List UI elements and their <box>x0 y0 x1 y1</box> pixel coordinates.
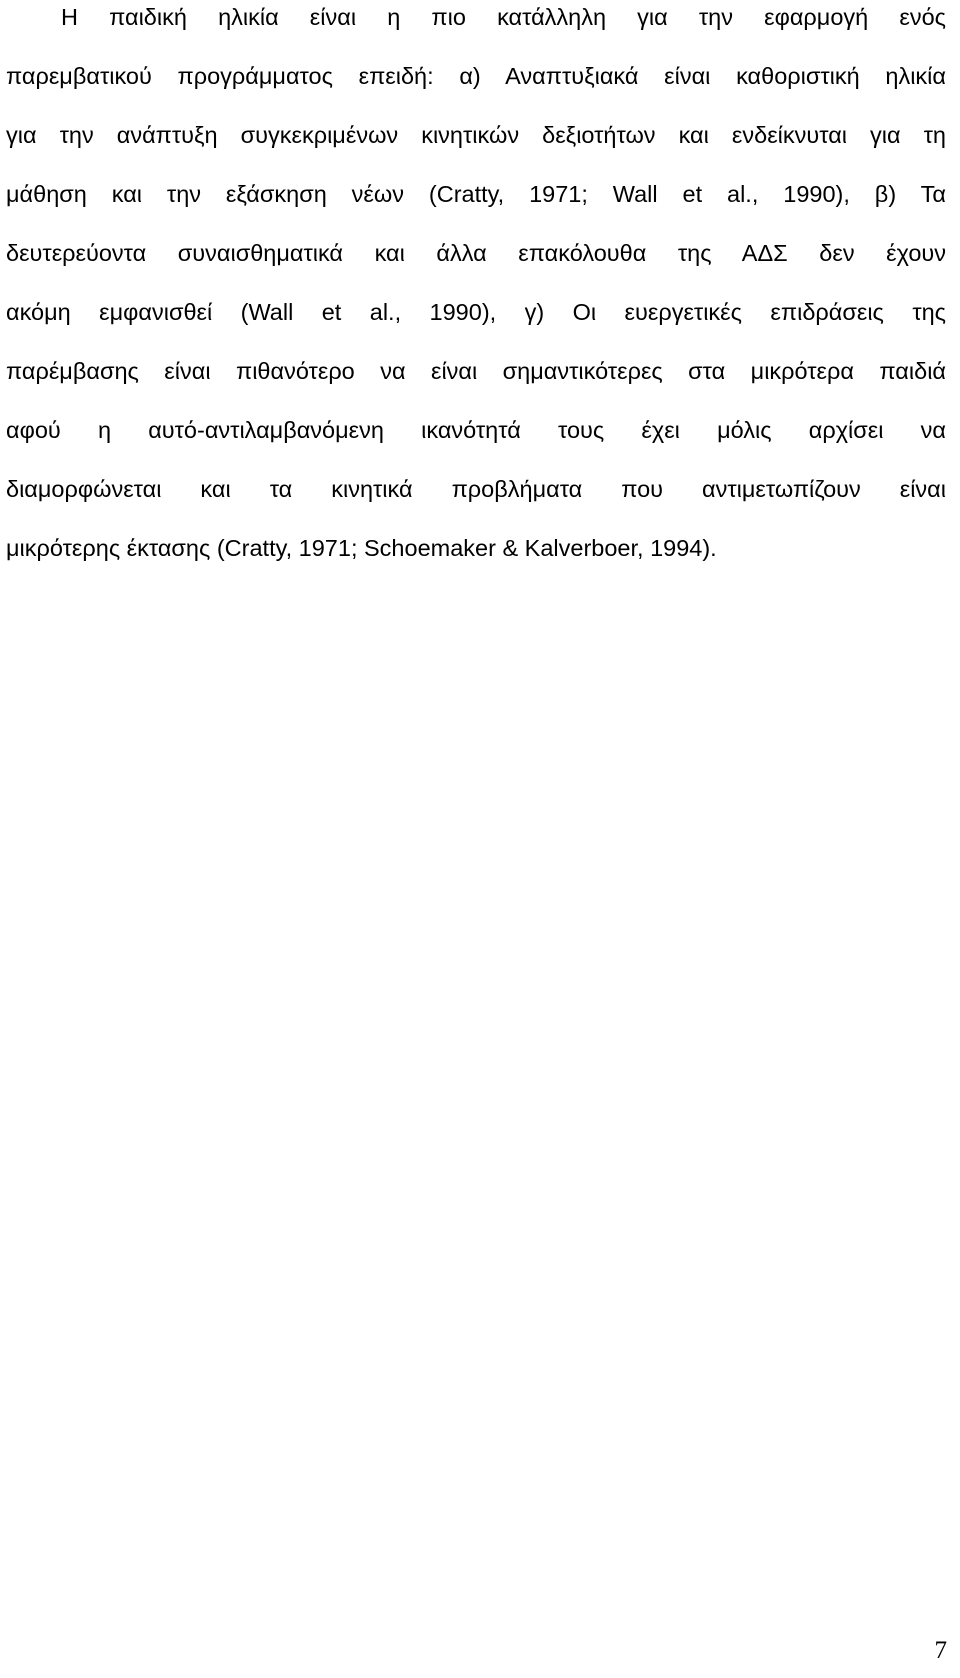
paragraph-line: ακόμη εμφανισθεί (Wall et al., 1990), γ) Οι ευεργετικές επιδράσεις της <box>6 299 946 325</box>
paragraph-line: για την ανάπτυξη συγκεκριμένων κινητικών δεξιοτήτων και ενδείκνυται για τη <box>6 122 946 148</box>
paragraph-line: παρεμβατικού προγράμματος επειδή: α) Αναπτυξιακά είναι καθοριστική ηλικία <box>6 63 946 89</box>
paragraph-line: μικρότερης έκτασης (Cratty, 1971; Schoemaker & Kalverboer, 1994). <box>6 535 717 561</box>
page-number: 7 <box>934 1637 947 1664</box>
paragraph-line: Η παιδική ηλικία είναι η πιο κατάλληλη για την εφαρμογή ενός <box>61 4 946 30</box>
paragraph-line: διαμορφώνεται και τα κινητικά προβλήματα που αντιμετωπίζουν είναι <box>6 476 946 502</box>
paragraph-line: μάθηση και την εξάσκηση νέων (Cratty, 1971; Wall et al., 1990), β) Τα <box>6 181 946 207</box>
paragraph-line: παρέμβασης είναι πιθανότερο να είναι σημαντικότερες στα μικρότερα παιδιά <box>6 358 946 384</box>
body-paragraph <box>6 0 946 590</box>
paragraph-line: δευτερεύοντα συναισθηματικά και άλλα επακόλουθα της ΑΔΣ δεν έχουν <box>6 240 946 266</box>
paragraph-line: αφού η αυτό-αντιλαμβανόμενη ικανότητά τους έχει μόλις αρχίσει να <box>6 417 946 443</box>
